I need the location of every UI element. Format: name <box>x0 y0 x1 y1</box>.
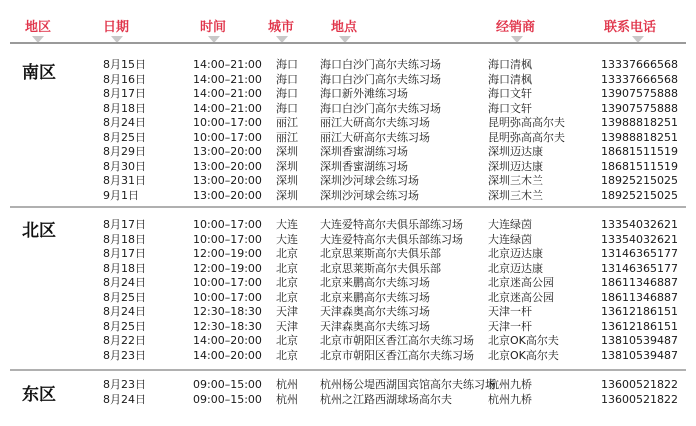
cell-phone: 18925215025 <box>601 174 678 187</box>
cell-city: 北京 <box>276 348 298 362</box>
region-label: 北区 <box>22 221 56 241</box>
cell-city: 丽江 <box>276 130 298 144</box>
cell-date: 8月18日 <box>103 232 146 246</box>
cell-phone: 13600521822 <box>601 378 678 391</box>
cell-dealer: 海口文轩 <box>488 101 532 115</box>
cell-venue: 北京思莱斯高尔夫俱乐部 <box>320 261 441 275</box>
cell-phone: 18925215025 <box>601 188 678 202</box>
cell-dealer: 北京迈达康 <box>488 261 543 275</box>
cell-venue: 大连爱特高尔夫俱乐部练习场 <box>320 218 463 231</box>
header-date: 日期 <box>103 20 130 35</box>
cell-dealer: 深圳迈达康 <box>488 145 543 158</box>
cell-phone: 13810539487 <box>601 348 678 362</box>
cell-city: 海口 <box>276 72 298 86</box>
cell-phone: 18611346887 <box>601 276 678 289</box>
cell-time: 10:00–17:00 <box>193 218 262 231</box>
cell-date: 8月24日 <box>103 305 146 318</box>
cell-dealer: 深圳三木兰 <box>488 174 543 187</box>
cell-time: 14:00–21:00 <box>193 101 262 115</box>
table-row <box>0 87 696 101</box>
cell-dealer: 海口清枫 <box>488 58 532 71</box>
cell-city: 北京 <box>276 334 298 347</box>
cell-date: 8月25日 <box>103 290 146 304</box>
table-row <box>0 305 696 319</box>
cell-city: 深圳 <box>276 174 298 187</box>
cell-date: 8月17日 <box>103 247 146 260</box>
table-row <box>0 160 696 174</box>
cell-venue: 海口新外滩练习场 <box>320 87 408 100</box>
cell-venue: 天津森奥高尔夫练习场 <box>320 319 430 333</box>
cell-venue: 深圳香蜜湖练习场 <box>320 159 408 173</box>
cell-phone: 13337666568 <box>601 72 678 86</box>
cell-city: 北京 <box>276 276 298 289</box>
header-region: 地区 <box>25 20 52 35</box>
cell-date: 8月24日 <box>103 276 146 289</box>
cell-dealer: 海口清枫 <box>488 72 532 86</box>
table-row <box>0 145 696 159</box>
cell-date: 8月15日 <box>103 58 146 71</box>
cell-venue: 海口白沙门高尔夫练习场 <box>320 101 441 115</box>
cell-phone: 13600521822 <box>601 392 678 406</box>
cell-city: 深圳 <box>276 188 298 202</box>
table-row <box>0 116 696 130</box>
cell-time: 12:30–18:30 <box>193 319 262 333</box>
cell-city: 大连 <box>276 218 298 231</box>
cell-phone: 13146365177 <box>601 247 678 260</box>
cell-date: 8月31日 <box>103 174 146 187</box>
cell-phone: 13907575888 <box>601 101 678 115</box>
header-venue: 地点 <box>331 20 358 35</box>
region-label: 南区 <box>22 63 56 83</box>
cell-date: 8月22日 <box>103 334 146 347</box>
cell-dealer: 大连绿茵 <box>488 218 532 231</box>
cell-city: 海口 <box>276 101 298 115</box>
table-row <box>0 378 696 392</box>
table-row <box>0 393 696 407</box>
cell-city: 天津 <box>276 319 298 333</box>
cell-venue: 天津森奥高尔夫练习场 <box>320 305 430 318</box>
table-row <box>0 58 696 72</box>
cell-phone: 13810539487 <box>601 334 678 347</box>
cell-venue: 北京思莱斯高尔夫俱乐部 <box>320 247 441 260</box>
cell-date: 8月17日 <box>103 218 146 231</box>
cell-date: 8月24日 <box>103 392 146 406</box>
cell-date: 8月25日 <box>103 319 146 333</box>
cell-dealer: 北京迷高公园 <box>488 276 554 289</box>
cell-phone: 18681511519 <box>601 145 678 158</box>
cell-venue: 海口白沙门高尔夫练习场 <box>320 72 441 86</box>
section-divider <box>10 206 686 208</box>
cell-phone: 18681511519 <box>601 159 678 173</box>
cell-dealer: 大连绿茵 <box>488 232 532 246</box>
cell-phone: 18611346887 <box>601 290 678 304</box>
cell-time: 13:00–20:00 <box>193 145 262 158</box>
cell-date: 8月24日 <box>103 116 146 129</box>
cell-phone: 13907575888 <box>601 87 678 100</box>
cell-date: 8月17日 <box>103 87 146 100</box>
table-row <box>0 334 696 348</box>
cell-city: 深圳 <box>276 145 298 158</box>
cell-time: 13:00–20:00 <box>193 174 262 187</box>
cell-dealer: 深圳迈达康 <box>488 159 543 173</box>
cell-city: 北京 <box>276 261 298 275</box>
cell-time: 14:00–20:00 <box>193 334 262 347</box>
cell-time: 14:00–21:00 <box>193 58 262 71</box>
table-row <box>0 218 696 232</box>
cell-dealer: 海口文轩 <box>488 87 532 100</box>
cell-time: 10:00–17:00 <box>193 276 262 289</box>
cell-time: 13:00–20:00 <box>193 188 262 202</box>
cell-dealer: 深圳三木兰 <box>488 188 543 202</box>
cell-phone: 13337666568 <box>601 58 678 71</box>
cell-date: 8月29日 <box>103 145 146 158</box>
cell-venue: 深圳沙河球会练习场 <box>320 188 419 202</box>
cell-venue: 杭州之江路西湖球场高尔夫 <box>320 392 452 406</box>
cell-date: 8月25日 <box>103 130 146 144</box>
cell-city: 海口 <box>276 87 298 100</box>
header-city: 城市 <box>268 20 295 35</box>
cell-venue: 杭州杨公堤西湖国宾馆高尔夫练习场 <box>320 378 496 391</box>
table-row <box>0 233 696 247</box>
cell-date: 8月18日 <box>103 101 146 115</box>
cell-dealer: 北京迷高公园 <box>488 290 554 304</box>
table-row <box>0 276 696 290</box>
table-row <box>0 189 696 203</box>
section-divider <box>10 369 686 371</box>
cell-phone: 13146365177 <box>601 261 678 275</box>
cell-venue: 大连爱特高尔夫俱乐部练习场 <box>320 232 463 246</box>
cell-date: 8月30日 <box>103 159 146 173</box>
header-phone: 联系电话 <box>604 20 657 35</box>
cell-time: 13:00–20:00 <box>193 159 262 173</box>
table-row <box>0 291 696 305</box>
cell-dealer: 北京OK高尔夫 <box>488 348 559 362</box>
cell-city: 深圳 <box>276 159 298 173</box>
cell-dealer: 杭州九桥 <box>488 378 532 391</box>
table-row <box>0 73 696 87</box>
table-row <box>0 262 696 276</box>
cell-time: 14:00–21:00 <box>193 87 262 100</box>
cell-dealer: 天津一杆 <box>488 305 532 318</box>
cell-venue: 北京市朝阳区香江高尔夫练习场 <box>320 334 474 347</box>
cell-dealer: 北京迈达康 <box>488 247 543 260</box>
cell-dealer: 昆明弥高高尔夫 <box>488 130 565 144</box>
cell-date: 8月23日 <box>103 348 146 362</box>
cell-phone: 13612186151 <box>601 319 678 333</box>
cell-phone: 13354032621 <box>601 218 678 231</box>
cell-date: 8月23日 <box>103 378 146 391</box>
cell-venue: 北京来鹏高尔夫练习场 <box>320 290 430 304</box>
cell-time: 14:00–21:00 <box>193 72 262 86</box>
header-dealer: 经销商 <box>496 20 536 35</box>
cell-city: 天津 <box>276 305 298 318</box>
cell-venue: 海口白沙门高尔夫练习场 <box>320 58 441 71</box>
cell-time: 09:00–15:00 <box>193 392 262 406</box>
cell-city: 丽江 <box>276 116 298 129</box>
cell-venue: 北京市朝阳区香江高尔夫练习场 <box>320 348 474 362</box>
table-row <box>0 174 696 188</box>
cell-time: 10:00–17:00 <box>193 290 262 304</box>
cell-date: 8月18日 <box>103 261 146 275</box>
cell-phone: 13988818251 <box>601 130 678 144</box>
header-time: 时间 <box>200 20 227 35</box>
cell-dealer: 杭州九桥 <box>488 392 532 406</box>
cell-dealer: 天津一杆 <box>488 319 532 333</box>
cell-time: 09:00–15:00 <box>193 378 262 391</box>
cell-city: 北京 <box>276 290 298 304</box>
header-divider <box>10 42 686 44</box>
cell-time: 12:00–19:00 <box>193 247 262 260</box>
cell-venue: 丽江大研高尔夫练习场 <box>320 116 430 129</box>
cell-dealer: 昆明弥高高尔夫 <box>488 116 565 129</box>
cell-venue: 深圳沙河球会练习场 <box>320 174 419 187</box>
cell-time: 10:00–17:00 <box>193 130 262 144</box>
cell-time: 14:00–20:00 <box>193 348 262 362</box>
table-row <box>0 102 696 116</box>
cell-time: 10:00–17:00 <box>193 116 262 129</box>
cell-dealer: 北京OK高尔夫 <box>488 334 559 347</box>
table-header <box>0 0 696 40</box>
cell-time: 10:00–17:00 <box>193 232 262 246</box>
cell-date: 8月16日 <box>103 72 146 86</box>
table-row <box>0 247 696 261</box>
cell-city: 杭州 <box>276 378 298 391</box>
table-row <box>0 131 696 145</box>
cell-date: 9月1日 <box>103 188 139 202</box>
cell-phone: 13988818251 <box>601 116 678 129</box>
cell-venue: 丽江大研高尔夫练习场 <box>320 130 430 144</box>
cell-time: 12:30–18:30 <box>193 305 262 318</box>
table-row <box>0 349 696 363</box>
table-row <box>0 320 696 334</box>
cell-city: 大连 <box>276 232 298 246</box>
cell-city: 杭州 <box>276 392 298 406</box>
region-label: 东区 <box>22 385 56 405</box>
cell-time: 12:00–19:00 <box>193 261 262 275</box>
cell-phone: 13354032621 <box>601 232 678 246</box>
cell-venue: 北京来鹏高尔夫练习场 <box>320 276 430 289</box>
cell-venue: 深圳香蜜湖练习场 <box>320 145 408 158</box>
cell-city: 北京 <box>276 247 298 260</box>
cell-phone: 13612186151 <box>601 305 678 318</box>
cell-city: 海口 <box>276 58 298 71</box>
